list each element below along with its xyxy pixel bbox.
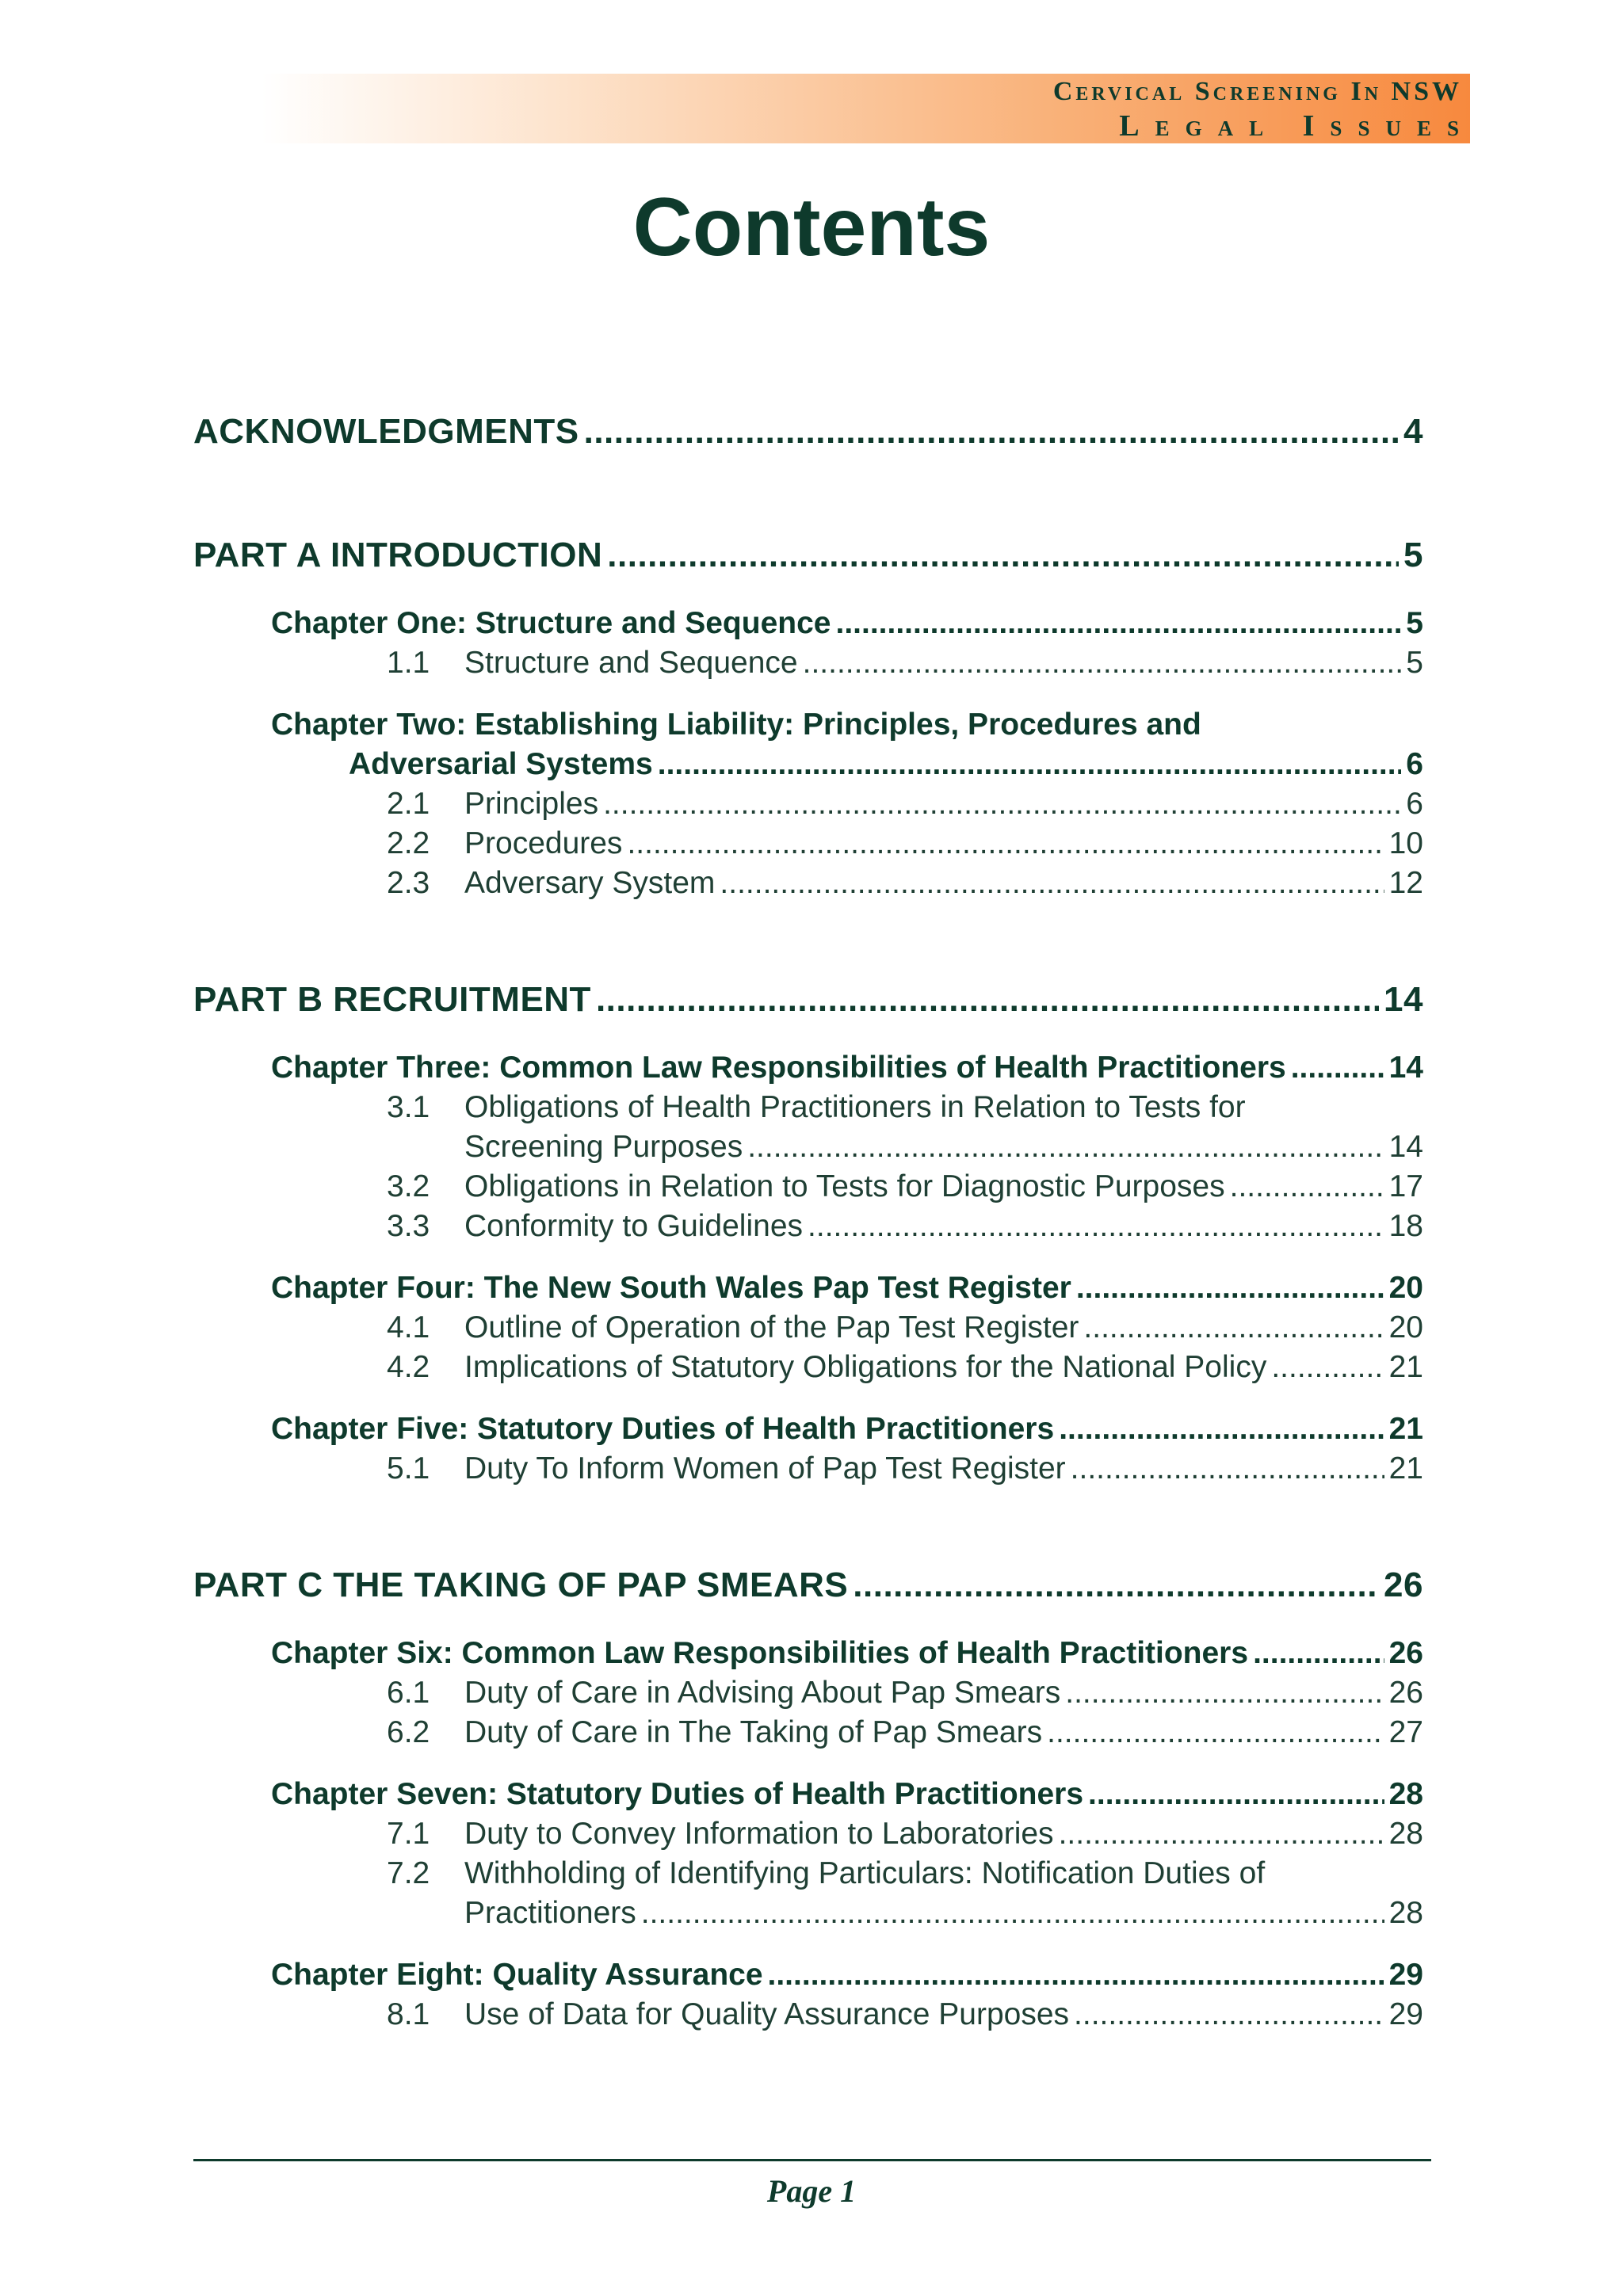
section-number: 6.2 <box>387 1715 430 1749</box>
toc-page-number: 21 <box>1388 1412 1423 1446</box>
toc-label: Procedures <box>464 826 623 860</box>
toc-label: Screening Purposes <box>464 1130 743 1164</box>
toc-entry-part-b[interactable] <box>193 980 1423 1020</box>
toc-page-number: 26 <box>1388 1636 1423 1670</box>
dot-leader <box>1083 1310 1384 1345</box>
toc-entry-section-2-3[interactable] <box>387 866 1423 901</box>
toc-entry-chapter-two-line1[interactable]: Chapter Two: Establishing Liability: Principles, Procedures and <box>271 707 1201 742</box>
toc-page-number: 27 <box>1388 1715 1423 1749</box>
section-number: 1.1 <box>387 646 430 680</box>
toc-label: PART B RECRUITMENT <box>193 980 591 1019</box>
toc-page-number: 26 <box>1388 1676 1423 1710</box>
dot-leader <box>1076 1271 1384 1306</box>
toc-entry-section-3-1-line1[interactable]: Obligations of Health Practitioners in Relation to Tests for <box>464 1090 1246 1124</box>
toc-page-number: 6 <box>1406 787 1423 821</box>
dot-leader <box>720 866 1384 901</box>
toc-entry-section-4-2[interactable] <box>387 1350 1423 1385</box>
dot-leader <box>603 787 1401 822</box>
toc-entry-section-1-1[interactable] <box>387 646 1423 681</box>
toc-page-number: 5 <box>1406 646 1423 680</box>
dot-leader <box>808 1209 1384 1244</box>
toc-label: Outline of Operation of the Pap Test Register <box>464 1310 1079 1344</box>
section-number: 8.1 <box>387 1997 430 2031</box>
dot-leader <box>658 747 1402 782</box>
page-title: Contents <box>632 181 991 273</box>
toc-label: PART C THE TAKING OF PAP SMEARS <box>193 1566 849 1604</box>
toc-entry-section-3-1[interactable] <box>464 1130 1423 1165</box>
toc-entry-chapter-seven[interactable] <box>271 1777 1423 1812</box>
dot-leader <box>1088 1777 1384 1812</box>
toc-entry-section-7-2-line1[interactable]: Withholding of Identifying Particulars: Notification Duties of <box>464 1856 1266 1890</box>
toc-label: Chapter One: Structure and Sequence <box>271 606 831 640</box>
toc-entry-chapter-four[interactable] <box>271 1271 1423 1306</box>
toc-entry-chapter-one[interactable] <box>271 606 1423 641</box>
dot-leader <box>596 980 1379 1020</box>
toc-entry-chapter-six[interactable] <box>271 1636 1423 1671</box>
toc-page-number: 14 <box>1388 1130 1423 1164</box>
toc-label: Conformity to Guidelines <box>464 1209 804 1243</box>
dot-leader <box>1059 1817 1384 1852</box>
dot-leader <box>1074 1997 1384 2032</box>
section-number: 5.1 <box>387 1451 430 1486</box>
dot-leader <box>747 1130 1384 1165</box>
section-number: 3.2 <box>387 1169 430 1203</box>
section-number: 4.1 <box>387 1310 430 1344</box>
toc-label: Chapter Eight: Quality Assurance <box>271 1958 763 1992</box>
toc-entry-part-c[interactable] <box>193 1566 1423 1605</box>
section-number: 7.1 <box>387 1817 430 1851</box>
toc-entry-chapter-eight[interactable] <box>271 1958 1423 1993</box>
toc-entry-chapter-three[interactable] <box>271 1051 1423 1085</box>
section-number: 4.2 <box>387 1350 430 1384</box>
toc-entry-section-2-1[interactable] <box>387 787 1423 822</box>
toc-entry-section-3-2[interactable] <box>387 1169 1423 1204</box>
toc-entry-section-4-1[interactable] <box>387 1310 1423 1345</box>
toc-page-number: 4 <box>1403 412 1423 451</box>
toc-page-number: 20 <box>1388 1271 1423 1305</box>
header-subtitle: Legal Issues <box>1119 109 1475 143</box>
toc-label: Chapter Six: Common Law Responsibilities of Health Practitioners <box>271 1636 1249 1670</box>
dot-leader <box>1047 1715 1384 1750</box>
dot-leader <box>1071 1451 1384 1486</box>
dot-leader <box>607 536 1399 575</box>
toc-entry-section-7-1[interactable] <box>387 1817 1423 1852</box>
toc-entry-section-2-2[interactable] <box>387 826 1423 861</box>
toc-entry-part-a[interactable] <box>193 536 1423 575</box>
toc-page-number: 14 <box>1384 980 1423 1019</box>
toc-page-number: 5 <box>1406 606 1423 640</box>
toc-label: Practitioners <box>464 1896 636 1930</box>
dot-leader <box>641 1896 1384 1931</box>
toc-page-number: 21 <box>1388 1350 1423 1384</box>
header-title: Cervical Screening In NSW <box>1052 77 1462 106</box>
toc-label: Obligations in Relation to Tests for Diagnostic Purposes <box>464 1169 1225 1203</box>
toc-page-number: 28 <box>1388 1777 1423 1811</box>
toc-entry-section-6-1[interactable] <box>387 1676 1423 1711</box>
toc-entry-acknowledgments[interactable] <box>193 412 1423 452</box>
dot-leader <box>853 1566 1379 1605</box>
toc-page-number: 26 <box>1384 1566 1423 1604</box>
section-number: 3.1 <box>387 1090 430 1124</box>
toc-label: PART A INTRODUCTION <box>193 536 603 574</box>
dot-leader <box>803 646 1402 681</box>
toc-label: Structure and Sequence <box>464 646 798 680</box>
toc-page-number: 17 <box>1388 1169 1423 1203</box>
dot-leader <box>1059 1412 1384 1447</box>
toc-page-number: 18 <box>1388 1209 1423 1243</box>
header-banner <box>262 74 1475 143</box>
toc-page-number: 29 <box>1388 1958 1423 1992</box>
dot-leader <box>1271 1350 1384 1385</box>
dot-leader <box>1230 1169 1384 1204</box>
section-number: 2.2 <box>387 826 430 860</box>
toc-page-number: 28 <box>1388 1896 1423 1930</box>
toc-page-number: 10 <box>1388 826 1423 860</box>
toc-page-number: 28 <box>1388 1817 1423 1851</box>
toc-label: Chapter Four: The New South Wales Pap Test Register <box>271 1271 1071 1305</box>
toc-page-number: 14 <box>1388 1051 1423 1085</box>
toc-entry-chapter-five[interactable] <box>271 1412 1423 1447</box>
section-number: 7.2 <box>387 1856 430 1890</box>
toc-label: Duty to Convey Information to Laboratories <box>464 1817 1054 1851</box>
toc-label: Duty of Care in Advising About Pap Smears <box>464 1676 1061 1710</box>
toc-page-number: 5 <box>1403 536 1423 574</box>
section-number: 6.1 <box>387 1676 430 1710</box>
dot-leader <box>1291 1051 1384 1085</box>
toc-entry-section-8-1[interactable] <box>387 1997 1423 2032</box>
dot-leader <box>584 412 1399 452</box>
toc-label: Chapter Five: Statutory Duties of Health Practitioners <box>271 1412 1055 1446</box>
toc-label: Adversarial Systems <box>349 747 653 781</box>
toc-page-number: 29 <box>1388 1997 1423 2031</box>
footer-divider <box>193 2159 1431 2161</box>
dot-leader <box>1253 1636 1384 1671</box>
toc-label: Principles <box>464 787 599 821</box>
toc-entry-section-5-1[interactable] <box>387 1451 1423 1486</box>
toc-page-number: 12 <box>1388 866 1423 900</box>
toc-entry-section-3-3[interactable] <box>387 1209 1423 1244</box>
toc-label: ACKNOWLEDGMENTS <box>193 412 579 451</box>
section-number: 2.1 <box>387 787 430 821</box>
section-number: 3.3 <box>387 1209 430 1243</box>
dot-leader <box>627 826 1384 861</box>
toc-entry-section-6-2[interactable] <box>387 1715 1423 1750</box>
toc-page-number: 20 <box>1388 1310 1423 1344</box>
page-number: Page 1 <box>766 2173 857 2209</box>
toc-label: Chapter Three: Common Law Responsibilities of Health Practitioners <box>271 1051 1286 1085</box>
toc-page-number: 6 <box>1406 747 1423 781</box>
toc-page-number: 21 <box>1388 1451 1423 1486</box>
toc-label: Use of Data for Quality Assurance Purposes <box>464 1997 1070 2031</box>
toc-label: Implications of Statutory Obligations for the National Policy <box>464 1350 1267 1384</box>
toc-label: Duty To Inform Women of Pap Test Register <box>464 1451 1066 1486</box>
dot-leader <box>768 1958 1384 1993</box>
dot-leader <box>835 606 1401 641</box>
toc-label: Duty of Care in The Taking of Pap Smears <box>464 1715 1043 1749</box>
toc-label: Adversary System <box>464 866 716 900</box>
toc-label: Chapter Seven: Statutory Duties of Health Practitioners <box>271 1777 1084 1811</box>
section-number: 2.3 <box>387 866 430 900</box>
toc-entry-chapter-two[interactable] <box>349 747 1423 782</box>
dot-leader <box>1065 1676 1384 1711</box>
toc-entry-section-7-2[interactable] <box>464 1896 1423 1931</box>
